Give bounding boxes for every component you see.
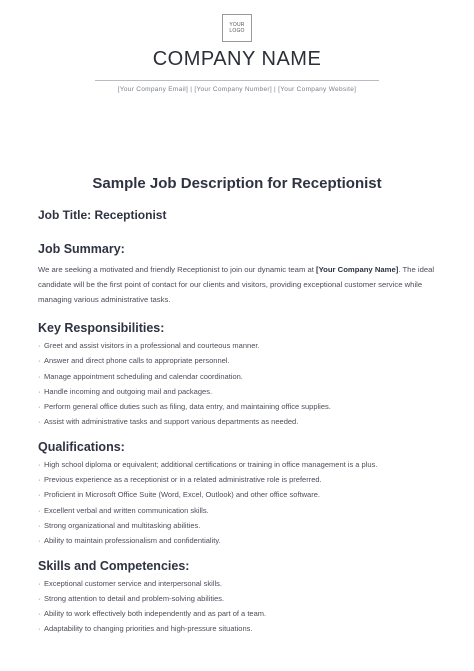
responsibilities-heading: Key Responsibilities: xyxy=(38,321,165,335)
logo-line-2: LOGO xyxy=(229,28,245,34)
qualifications-heading: Qualifications: xyxy=(38,439,125,454)
skills-section xyxy=(38,559,438,637)
list-item: · Handle incoming and outgoing mail and packages. xyxy=(38,384,438,399)
list-item: · High school diploma or equivalent; additional certifications or training in office management is a plus. xyxy=(38,457,438,472)
list-item: · Manage appointment scheduling and calendar coordination. xyxy=(38,369,438,384)
company-name: COMPANY NAME xyxy=(152,48,322,70)
job-summary-section xyxy=(38,242,438,307)
list-item: · Perform general office duties such as filing, data entry, and maintaining office supplies. xyxy=(38,399,438,414)
company-contact-line: [Your Company Email] | [Your Company Number] | [Your Company Website] xyxy=(117,86,357,93)
list-item: · Previous experience as a receptionist or in a related administrative role is preferred. xyxy=(38,472,438,487)
job-summary-text xyxy=(38,262,438,307)
list-item: · Strong attention to detail and problem-solving abilities. xyxy=(38,591,438,606)
list-item: · Ability to work effectively both independently and as part of a team. xyxy=(38,606,438,621)
document-body xyxy=(38,208,438,637)
list-item: · Excellent verbal and written communication skills. xyxy=(38,503,438,518)
company-logo xyxy=(222,14,252,42)
summary-text-end: . The ideal candidate will be the first point of contact for our clients and visitors, providing exceptional customer service while managing various administrative tasks. xyxy=(38,265,435,304)
list-item: · Assist with administrative tasks and support various departments as needed. xyxy=(38,414,438,429)
list-item: · Adaptability to changing priorities and high-pressure situations. xyxy=(38,621,438,636)
skills-list xyxy=(38,576,438,637)
list-item: · Ability to maintain professionalism and confidentiality. xyxy=(38,533,438,548)
list-item: · Strong organizational and multitasking abilities. xyxy=(38,518,438,533)
responsibilities-section xyxy=(38,321,438,430)
skills-heading: Skills and Competencies: xyxy=(38,558,190,573)
list-item: · Exceptional customer service and interpersonal skills. xyxy=(38,576,438,591)
qualifications-section xyxy=(38,440,438,549)
job-title: Job Title: Receptionist xyxy=(38,208,167,222)
qualifications-list xyxy=(38,457,438,549)
responsibilities-list xyxy=(38,338,438,430)
list-item: · Proficient in Microsoft Office Suite (Word, Excel, Outlook) and other office software. xyxy=(38,487,438,502)
list-item: · Greet and assist visitors in a professional and courteous manner. xyxy=(38,338,438,353)
logo-line-1: YOUR xyxy=(229,22,245,28)
list-item: · Answer and direct phone calls to appropriate personnel. xyxy=(38,353,438,368)
job-summary-heading: Job Summary: xyxy=(38,242,125,256)
header-divider xyxy=(95,80,379,81)
summary-text-start: We are seeking a motivated and friendly Receptionist to join our dynamic team at xyxy=(38,265,317,274)
summary-company-placeholder: [Your Company Name] xyxy=(316,265,399,274)
document-title: Sample Job Description for Receptionist xyxy=(92,175,382,192)
